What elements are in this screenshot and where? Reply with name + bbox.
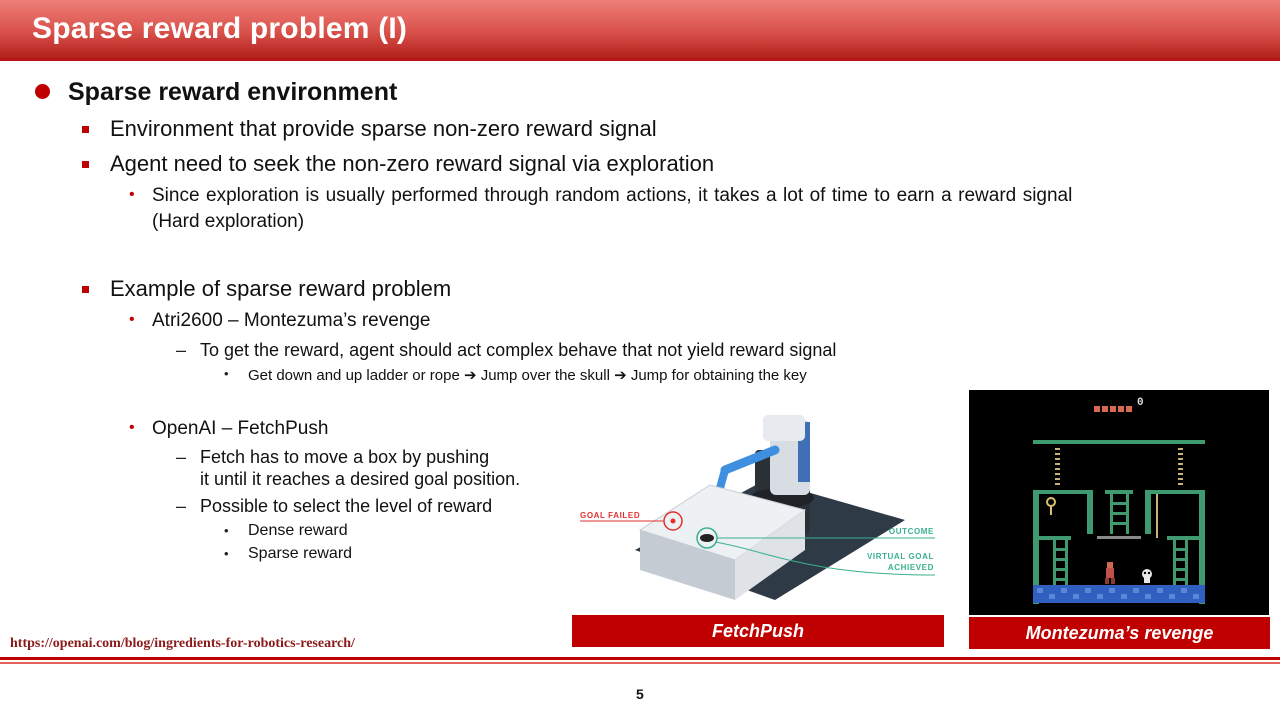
footer-rule-thin — [0, 662, 1280, 664]
item-agent: Agent need to seek the non-zero reward signal via exploration — [110, 151, 715, 176]
footer-rule — [0, 657, 1280, 660]
conveyor — [1097, 536, 1141, 539]
achieved-label: ACHIEVED — [887, 563, 934, 572]
bullet-small-icon: • — [129, 186, 135, 203]
fetchpush-illustration — [575, 410, 945, 610]
top-platform — [1033, 440, 1205, 444]
puck — [700, 534, 714, 542]
bullet-small-icon: • — [129, 311, 135, 328]
bullet-small-icon: • — [224, 523, 229, 538]
mid-platform-center — [1105, 490, 1133, 494]
fetch-level-text: Possible to select the level of reward — [200, 496, 493, 516]
montezuma-caption: Montezuma’s revenge — [969, 617, 1270, 649]
rope — [1156, 494, 1158, 538]
dash-icon: – — [176, 340, 187, 360]
item-example: Example of sparse reward problem — [110, 276, 452, 301]
item-environment: Environment that provide sparse non-zero reward signal — [110, 116, 657, 141]
dense-reward-text: Dense reward — [248, 522, 348, 539]
fetch-line2: it until it reaches a desired goal position. — [200, 469, 521, 489]
left-inner-wall — [1087, 494, 1093, 534]
mid-platform-right — [1145, 490, 1205, 494]
lives-icons — [1094, 406, 1132, 412]
bullet-dot-icon — [35, 84, 50, 99]
heading-sparse-reward-environment: Sparse reward environment — [68, 78, 398, 106]
mid-platform-left — [1033, 490, 1093, 494]
dash-icon: – — [176, 447, 187, 467]
outcome-label: OUTCOME — [888, 527, 934, 536]
openai-title: OpenAI – FetchPush — [152, 418, 329, 439]
score-text: 0 — [1137, 397, 1144, 409]
bullet-small-icon: • — [224, 546, 229, 561]
virtual-goal-label: VIRTUAL GOAL — [866, 552, 934, 561]
title-bar — [0, 0, 1280, 58]
lower-ledge-right — [1167, 536, 1199, 540]
title-underline — [0, 58, 1280, 61]
slide-title: Sparse reward problem (I) — [32, 12, 408, 45]
bullet-square-icon — [82, 161, 89, 168]
goal-failed-dot — [671, 519, 676, 524]
atari-steps-text: Get down and up ladder or rope ➔ Jump over the skull ➔ Jump for obtaining the key — [248, 367, 807, 384]
bullet-small-icon: • — [224, 366, 229, 381]
goal-failed-label: GOAL FAILED — [580, 511, 641, 520]
floor — [1033, 585, 1205, 603]
fetch-line1: Fetch has to move a box by pushing — [200, 447, 490, 467]
fetchpush-caption: FetchPush — [572, 615, 944, 647]
lower-ledge-left — [1039, 536, 1071, 540]
since-exploration-line1: Since exploration is usually performed through random actions, it takes a lot of time to earn a reward signal — [152, 185, 1073, 206]
since-exploration-line2: (Hard exploration) — [152, 211, 305, 232]
key-shaft — [1050, 506, 1052, 515]
robot-arm-lower — [720, 470, 725, 488]
robot-head — [763, 415, 805, 441]
atari-reward-text: To get the reward, agent should act complex behave that not yield reward signal — [200, 340, 837, 360]
montezuma-game-screen — [969, 390, 1269, 615]
bullet-square-icon — [82, 286, 89, 293]
page-number: 5 — [636, 686, 644, 702]
bullet-small-icon: • — [129, 419, 135, 436]
source-url[interactable]: https://openai.com/blog/ingredients-for-robotics-research/ — [10, 636, 355, 651]
sparse-reward-text: Sparse reward — [248, 545, 353, 562]
atari-title: Atri2600 – Montezuma’s revenge — [152, 310, 431, 331]
bullet-square-icon — [82, 126, 89, 133]
dash-icon: – — [176, 496, 187, 516]
right-inner-wall — [1145, 494, 1151, 534]
